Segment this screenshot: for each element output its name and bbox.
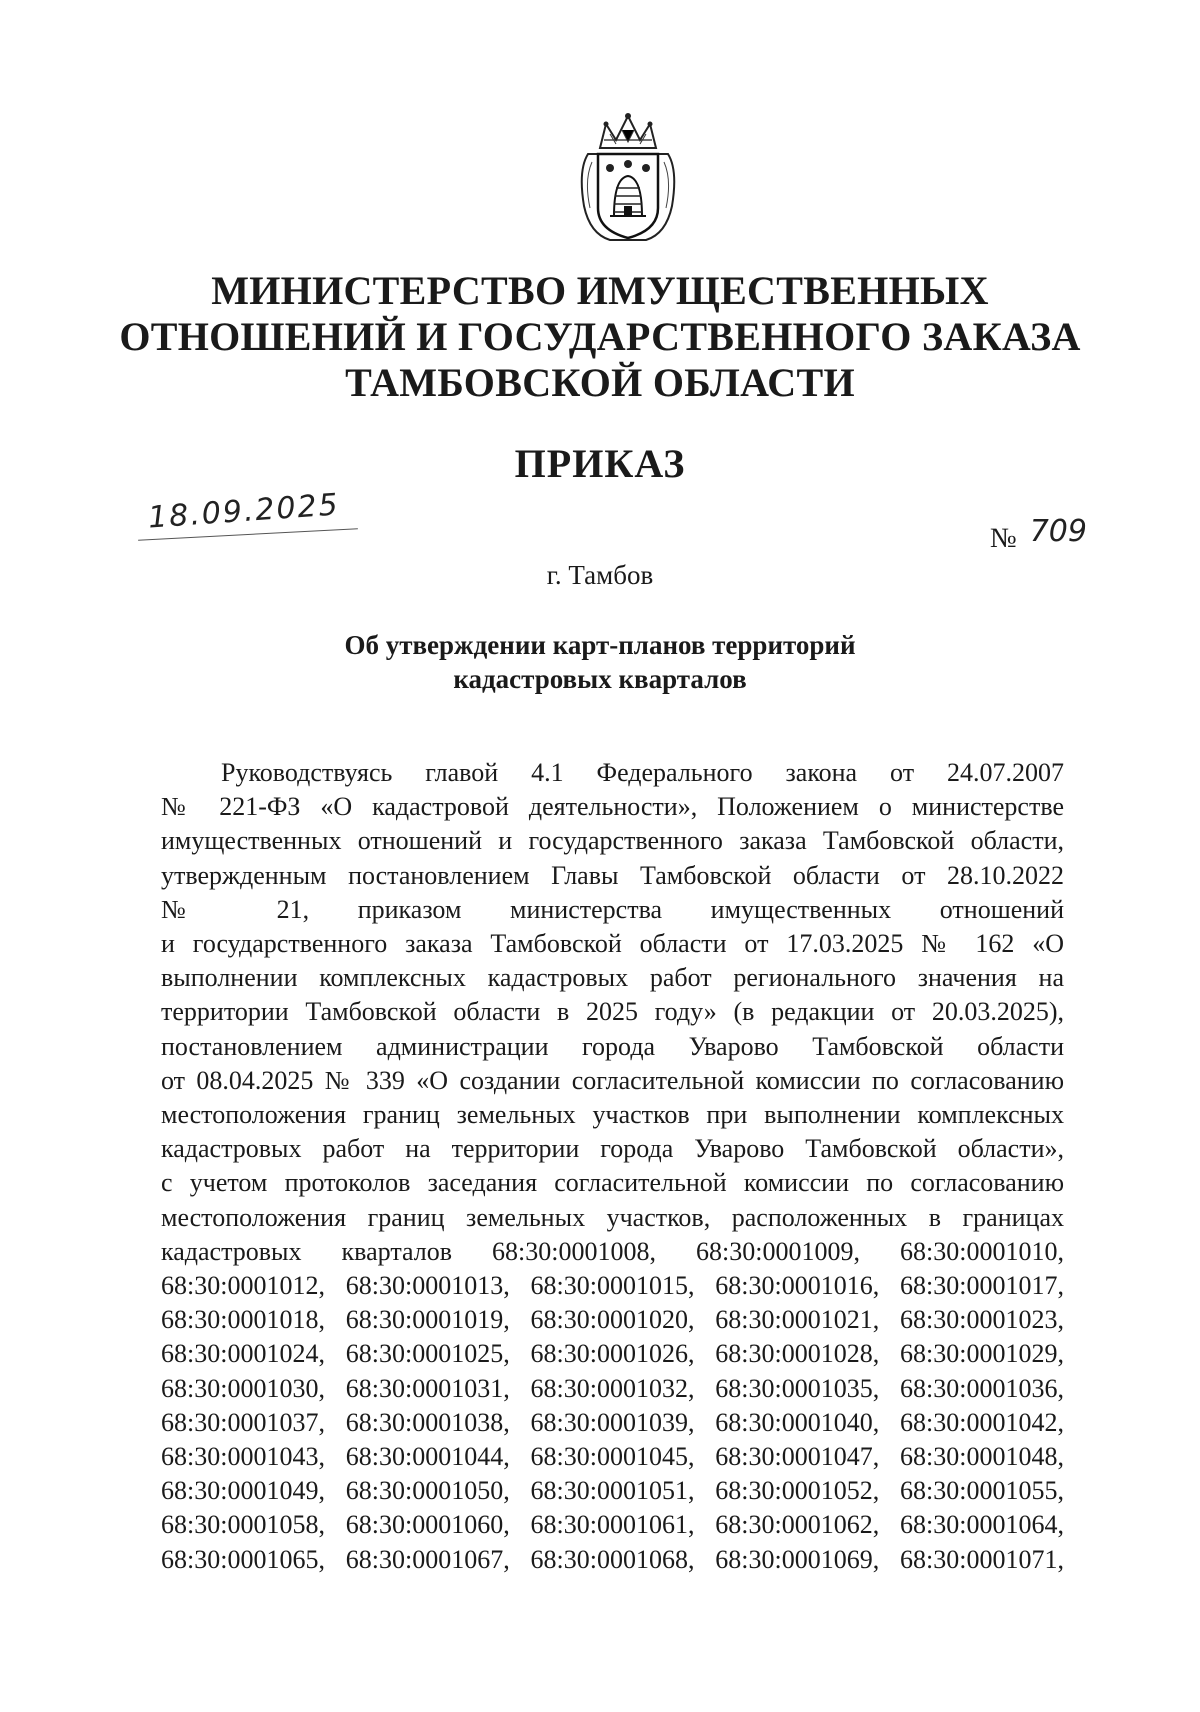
body-line: № 221-ФЗ «О кадастровой деятельности», Положением о министерстве — [161, 792, 1064, 822]
body-line: 68:30:0001037, 68:30:0001038, 68:30:0001039, 68:30:0001040, 68:30:0001042, — [161, 1407, 1064, 1437]
body-line: выполнении комплексных кадастровых работ регионального значения на — [161, 963, 1064, 993]
ministry-name-line: ТАМБОВСКОЙ ОБЛАСТИ — [345, 360, 855, 405]
city-name: г. Тамбов — [546, 560, 654, 590]
body-line: 68:30:0001043, 68:30:0001044, 68:30:0001045, 68:30:0001047, 68:30:0001048, — [161, 1442, 1064, 1472]
body-line: местоположения границ земельных участков, расположенных в границах — [161, 1202, 1064, 1232]
ministry-name-line: ОТНОШЕНИЙ И ГОСУДАРСТВЕННОГО ЗАКАЗА — [119, 314, 1081, 359]
body-line: и государственного заказа Тамбовской области от 17.03.2025 № 162 «О — [161, 929, 1064, 959]
body-line: кадастровых кварталов 68:30:0001008, 68:30:0001009, 68:30:0001010, — [161, 1236, 1064, 1266]
order-number — [990, 514, 1087, 555]
body-line: 68:30:0001018, 68:30:0001019, 68:30:0001020, 68:30:0001021, 68:30:0001023, — [161, 1305, 1064, 1335]
body-line: 68:30:0001049, 68:30:0001050, 68:30:0001051, 68:30:0001052, 68:30:0001055, — [161, 1476, 1064, 1506]
body-line: постановлением администрации города Уварово Тамбовской области — [161, 1031, 1064, 1061]
coat-of-arms-emblem-icon — [570, 110, 686, 248]
body-line: от 08.04.2025 № 339 «О создании согласительной комиссии по согласованию — [161, 1065, 1064, 1095]
handwritten-number: 709 — [1029, 514, 1087, 549]
body-line: № 21, приказом министерства имущественных отношений — [161, 894, 1064, 924]
handwritten-date: 18.09.2025 — [147, 487, 341, 536]
document-type-title: ПРИКАЗ — [514, 441, 686, 486]
body-line: 68:30:0001065, 68:30:0001067, 68:30:0001068, 68:30:0001069, 68:30:0001071, — [161, 1544, 1064, 1574]
body-line: территории Тамбовской области в 2025 году» (в редакции от 20.03.2025), — [161, 997, 1064, 1027]
body-line: Руководствуясь главой 4.1 Федерального закона от 24.07.2007 — [221, 758, 1064, 787]
body-line: 68:30:0001012, 68:30:0001013, 68:30:0001015, 68:30:0001016, 68:30:0001017, — [161, 1271, 1064, 1301]
body-line: 68:30:0001024, 68:30:0001025, 68:30:0001026, 68:30:0001028, 68:30:0001029, — [161, 1339, 1064, 1369]
subject-line: Об утверждении карт-планов территорий — [344, 630, 856, 660]
body-paragraph — [161, 756, 1064, 1577]
order-subject — [0, 628, 1200, 696]
body-line: кадастровых работ на территории города Уварово Тамбовской области», — [161, 1134, 1064, 1164]
body-line: местоположения границ земельных участков при выполнении комплексных — [161, 1100, 1064, 1130]
body-line: 68:30:0001058, 68:30:0001060, 68:30:0001061, 68:30:0001062, 68:30:0001064, — [161, 1510, 1064, 1540]
ministry-name-line: МИНИСТЕРСТВО ИМУЩЕСТВЕННЫХ — [211, 268, 989, 313]
body-line: 68:30:0001030, 68:30:0001031, 68:30:0001032, 68:30:0001035, 68:30:0001036, — [161, 1373, 1064, 1403]
number-sign: № — [990, 523, 1017, 554]
body-line: утвержденным постановлением Главы Тамбовской области от 28.10.2022 — [161, 860, 1064, 890]
body-line: с учетом протоколов заседания согласительной комиссии по согласованию — [161, 1168, 1064, 1198]
body-line: имущественных отношений и государственного заказа Тамбовской области, — [161, 826, 1064, 856]
subject-line: кадастровых кварталов — [453, 664, 747, 694]
ministry-name — [100, 268, 1100, 406]
